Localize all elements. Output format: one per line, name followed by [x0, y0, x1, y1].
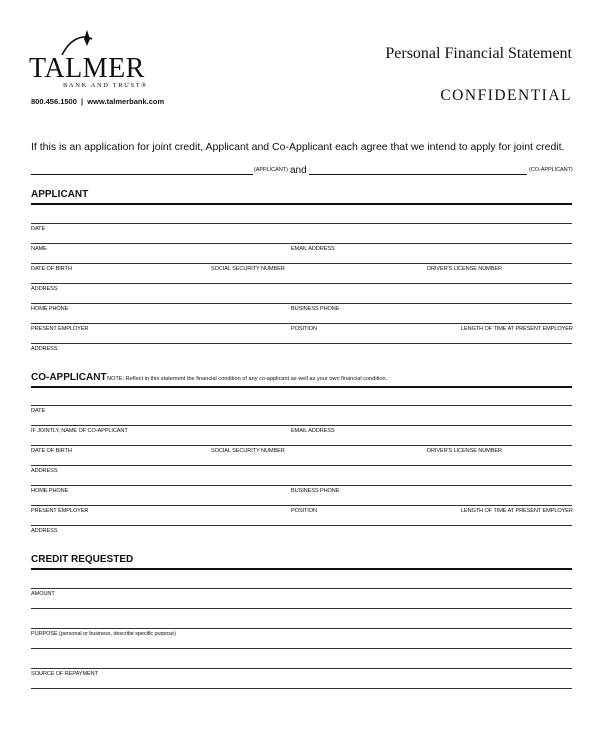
coapplicant-employer-address-line[interactable]: [31, 525, 572, 526]
bank-name: TALMER: [29, 53, 145, 84]
applicant-signature-line[interactable]: [31, 174, 253, 175]
applicant-address-label: ADDRESS: [31, 286, 58, 292]
credit-amount-label: AMOUNT: [31, 591, 55, 597]
applicant-employer-line[interactable]: [31, 323, 572, 324]
applicant-position-label: POSITION: [291, 326, 317, 332]
coapplicant-dob-label: DATE OF BIRTH: [31, 448, 72, 454]
credit-blank-line-3[interactable]: [31, 688, 572, 689]
credit-source-label: SOURCE OF REPAYMENT: [31, 671, 98, 677]
applicant-license-label: DRIVER'S LICENSE NUMBER: [427, 266, 502, 272]
coapplicant-position-label: POSITION: [291, 508, 317, 514]
applicant-date-line[interactable]: [31, 223, 572, 224]
applicant-employer-address-label: ADDRESS: [31, 346, 58, 352]
coapplicant-address-line[interactable]: [31, 465, 572, 466]
coapplicant-business-phone-label: BUSINESS PHONE: [291, 488, 340, 494]
coapplicant-name-line[interactable]: [31, 425, 572, 426]
coapplicant-name-label: IF JOINTLY, NAME OF CO-APPLICANT: [31, 428, 128, 434]
applicant-heading-rule: [31, 203, 572, 205]
coapplicant-address-label: ADDRESS: [31, 468, 58, 474]
applicant-ssn-label: SOCIAL SECURITY NUMBER: [211, 266, 285, 272]
coapplicant-dob-line[interactable]: [31, 445, 572, 446]
applicant-dob-line[interactable]: [31, 263, 572, 264]
coapplicant-date-line[interactable]: [31, 405, 572, 406]
coapplicant-license-label: DRIVER'S LICENSE NUMBER: [427, 448, 502, 454]
coapplicant-employer-address-label: ADDRESS: [31, 528, 58, 534]
coapplicant-heading-rule: [31, 386, 572, 388]
coapplicant-date-label: DATE: [31, 408, 46, 414]
bank-contact: 800.456.1500 | www.talmerbank.com: [31, 97, 165, 106]
coapplicant-signature-line[interactable]: [309, 174, 527, 175]
confidential-label: CONFIDENTIAL: [440, 87, 572, 104]
coapplicant-phone-line[interactable]: [31, 485, 572, 486]
credit-purpose-label: PURPOSE (personal or business, describe specific purpose): [31, 631, 176, 637]
credit-blank-line-2[interactable]: [31, 648, 572, 649]
credit-heading-rule: [31, 568, 572, 570]
applicant-heading: APPLICANT: [31, 189, 89, 200]
credit-source-line[interactable]: [31, 668, 572, 669]
applicant-employer-label: PRESENT EMPLOYER: [31, 326, 89, 332]
coapplicant-email-label: EMAIL ADDRESS: [291, 428, 335, 434]
and-word: and: [290, 165, 307, 176]
credit-blank-line-1[interactable]: [31, 608, 572, 609]
coapplicant-heading: CO-APPLICANT: [31, 372, 107, 383]
applicant-dob-label: DATE OF BIRTH: [31, 266, 72, 272]
credit-amount-line[interactable]: [31, 588, 572, 589]
applicant-tag: (APPLICANT): [254, 167, 288, 173]
document-title: Personal Financial Statement: [385, 45, 572, 62]
credit-purpose-line[interactable]: [31, 628, 572, 629]
applicant-home-phone-label: HOME PHONE: [31, 306, 69, 312]
coapplicant-employer-label: PRESENT EMPLOYER: [31, 508, 89, 514]
applicant-name-label: NAME: [31, 246, 47, 252]
coapplicant-tag: (CO-APPLICANT): [529, 167, 573, 173]
applicant-length-label: LENGTH OF TIME AT PRESENT EMPLOYER: [461, 326, 573, 332]
coapplicant-employer-line[interactable]: [31, 505, 572, 506]
applicant-employer-address-line[interactable]: [31, 343, 572, 344]
bank-subtitle: BANK AND TRUST®: [63, 82, 148, 89]
applicant-address-line[interactable]: [31, 283, 572, 284]
coapplicant-home-phone-label: HOME PHONE: [31, 488, 69, 494]
applicant-name-line[interactable]: [31, 243, 572, 244]
applicant-phone-line[interactable]: [31, 303, 572, 304]
applicant-email-label: EMAIL ADDRESS: [291, 246, 335, 252]
joint-credit-statement: If this is an application for joint credit, Applicant and Co-Applicant each agree that we intend to apply for joint credit.: [31, 141, 565, 153]
coapplicant-ssn-label: SOCIAL SECURITY NUMBER: [211, 448, 285, 454]
credit-heading: CREDIT REQUESTED: [31, 554, 134, 565]
coapplicant-note: NOTE: Reflect in this statement the financial condition of any co-applicant as well as your own financial condition.: [107, 376, 388, 382]
applicant-business-phone-label: BUSINESS PHONE: [291, 306, 340, 312]
coapplicant-length-label: LENGTH OF TIME AT PRESENT EMPLOYER: [461, 508, 573, 514]
applicant-date-label: DATE: [31, 226, 46, 232]
